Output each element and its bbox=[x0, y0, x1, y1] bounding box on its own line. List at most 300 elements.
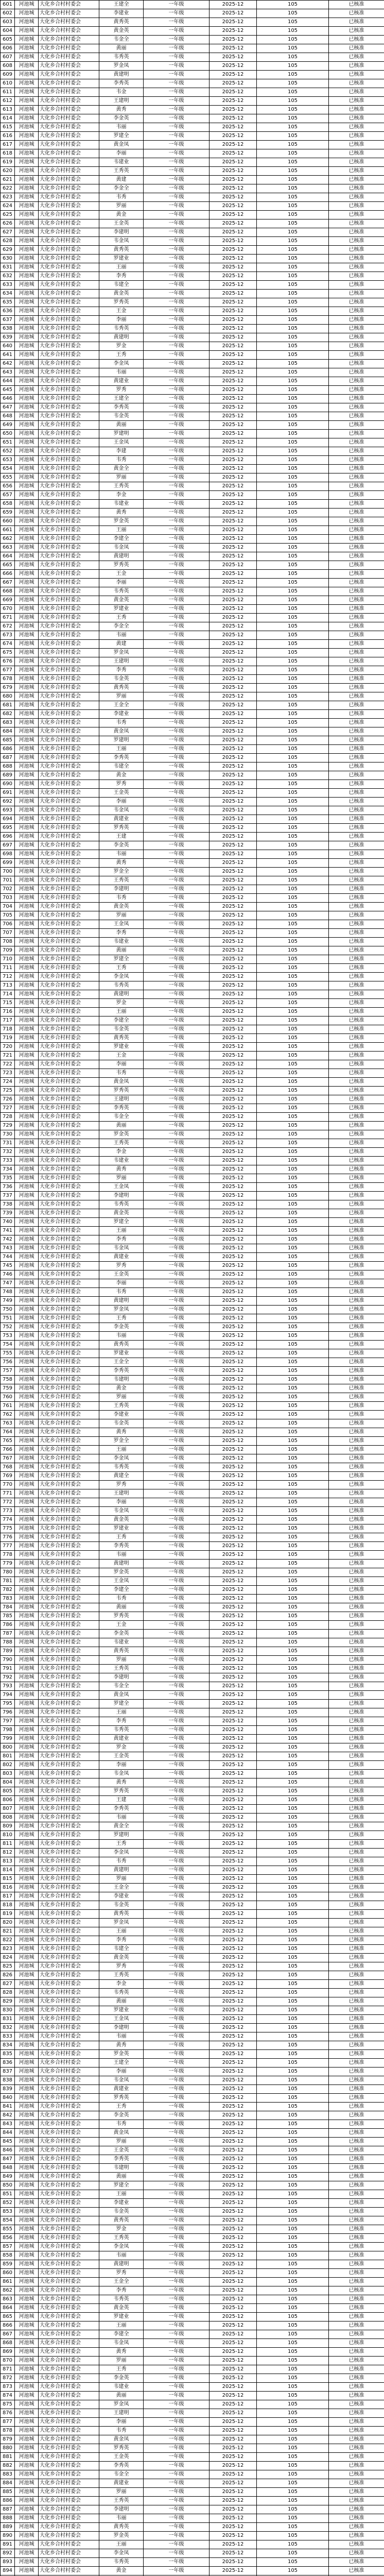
cell-row-number: 811 bbox=[1, 1840, 15, 1849]
cell-category: 一年级 bbox=[144, 1358, 210, 1367]
cell-village-committee: 大化乡合村村委会 bbox=[39, 1805, 99, 1814]
table-row bbox=[1, 701, 384, 710]
table-row bbox=[1, 447, 384, 456]
cell-status: 已核准 bbox=[329, 1428, 384, 1437]
cell-period: 2025-12 bbox=[210, 1665, 257, 1673]
cell-village-committee: 大化乡合村村委会 bbox=[39, 403, 99, 412]
cell-row-number: 679 bbox=[1, 684, 15, 692]
cell-period: 2025-12 bbox=[210, 9, 257, 18]
cell-row-number: 702 bbox=[1, 885, 15, 894]
cell-person-name: 罗金凤 bbox=[99, 1919, 144, 1927]
cell-village-committee: 大化乡合村村委会 bbox=[39, 27, 99, 36]
cell-village-committee: 大化乡合村村委会 bbox=[39, 106, 99, 114]
cell-amount: 105 bbox=[257, 325, 329, 333]
cell-period: 2025-12 bbox=[210, 1095, 257, 1104]
cell-village-committee: 大化乡合村村委会 bbox=[39, 946, 99, 955]
table-row bbox=[1, 1393, 384, 1402]
cell-period: 2025-12 bbox=[210, 903, 257, 911]
cell-row-number: 681 bbox=[1, 701, 15, 710]
cell-amount: 105 bbox=[257, 1472, 329, 1481]
cell-unit: 河池城 bbox=[15, 1270, 39, 1279]
cell-person-name: 黄金全 bbox=[99, 465, 144, 473]
cell-village-committee: 大化乡合村村委会 bbox=[39, 79, 99, 88]
cell-village-committee: 大化乡合村村委会 bbox=[39, 614, 99, 622]
cell-person-name: 韦建业 bbox=[99, 1157, 144, 1165]
cell-period: 2025-12 bbox=[210, 2330, 257, 2339]
cell-period: 2025-12 bbox=[210, 1481, 257, 1489]
cell-status: 已核准 bbox=[329, 44, 384, 53]
cell-village-committee: 大化乡合村村委会 bbox=[39, 1130, 99, 1139]
cell-village-committee: 大化乡合村村委会 bbox=[39, 2260, 99, 2269]
table-row bbox=[1, 1936, 384, 1945]
cell-category: 一年级 bbox=[144, 2094, 210, 2103]
cell-village-committee: 大化乡合村村委会 bbox=[39, 1078, 99, 1087]
cell-person-name: 黄秀英 bbox=[99, 1910, 144, 1919]
cell-village-committee: 大化乡合村村委会 bbox=[39, 1700, 99, 1708]
cell-category: 一年级 bbox=[144, 614, 210, 622]
cell-village-committee: 大化乡合村村委会 bbox=[39, 1122, 99, 1130]
cell-village-committee: 大化乡合村村委会 bbox=[39, 2243, 99, 2251]
cell-row-number: 749 bbox=[1, 1297, 15, 1306]
cell-status: 已核准 bbox=[329, 2208, 384, 2216]
cell-category: 一年级 bbox=[144, 1113, 210, 1122]
cell-category: 一年级 bbox=[144, 1542, 210, 1551]
cell-period: 2025-12 bbox=[210, 1323, 257, 1332]
cell-period: 2025-12 bbox=[210, 1489, 257, 1498]
cell-status: 已核准 bbox=[329, 211, 384, 219]
cell-category: 一年级 bbox=[144, 1726, 210, 1735]
cell-period: 2025-12 bbox=[210, 491, 257, 500]
cell-status: 已核准 bbox=[329, 2024, 384, 2032]
cell-village-committee: 大化乡合村村委会 bbox=[39, 1884, 99, 1892]
cell-village-committee: 大化乡合村村委会 bbox=[39, 1498, 99, 1507]
cell-category: 一年级 bbox=[144, 2146, 210, 2155]
cell-category: 一年级 bbox=[144, 1087, 210, 1095]
cell-category: 一年级 bbox=[144, 1621, 210, 1630]
cell-village-committee: 大化乡合村村委会 bbox=[39, 2357, 99, 2365]
cell-status: 已核准 bbox=[329, 841, 384, 850]
cell-row-number: 877 bbox=[1, 2418, 15, 2427]
cell-status: 已核准 bbox=[329, 1200, 384, 1209]
cell-village-committee: 大化乡合村村委会 bbox=[39, 2181, 99, 2190]
cell-person-name: 李金英 bbox=[99, 2374, 144, 2383]
cell-period: 2025-12 bbox=[210, 868, 257, 876]
table-row bbox=[1, 2505, 384, 2514]
cell-unit: 河池城 bbox=[15, 351, 39, 360]
cell-category: 一年级 bbox=[144, 2199, 210, 2208]
table-row bbox=[1, 2357, 384, 2365]
cell-person-name: 黄秀 bbox=[99, 106, 144, 114]
cell-person-name: 韦秀英 bbox=[99, 1200, 144, 1209]
cell-amount: 105 bbox=[257, 2024, 329, 2032]
cell-village-committee: 大化乡合村村委会 bbox=[39, 780, 99, 789]
cell-row-number: 838 bbox=[1, 2076, 15, 2085]
table-row bbox=[1, 2164, 384, 2173]
table-row bbox=[1, 1165, 384, 1174]
cell-period: 2025-12 bbox=[210, 132, 257, 141]
cell-amount: 105 bbox=[257, 1052, 329, 1060]
cell-unit: 河池城 bbox=[15, 325, 39, 333]
cell-person-name: 韦秀 bbox=[99, 1288, 144, 1297]
cell-person-name: 王秀 bbox=[99, 351, 144, 360]
cell-person-name: 王秀英 bbox=[99, 482, 144, 491]
cell-period: 2025-12 bbox=[210, 1113, 257, 1122]
cell-village-committee: 大化乡合村村委会 bbox=[39, 1200, 99, 1209]
cell-row-number: 791 bbox=[1, 1665, 15, 1673]
cell-village-committee: 大化乡合村村委会 bbox=[39, 1507, 99, 1516]
cell-village-committee: 大化乡合村村委会 bbox=[39, 2330, 99, 2339]
cell-amount: 105 bbox=[257, 2032, 329, 2041]
cell-row-number: 717 bbox=[1, 1016, 15, 1025]
cell-period: 2025-12 bbox=[210, 622, 257, 631]
cell-village-committee: 大化乡合村村委会 bbox=[39, 1577, 99, 1586]
cell-unit: 河池城 bbox=[15, 1419, 39, 1428]
cell-row-number: 837 bbox=[1, 2067, 15, 2076]
cell-village-committee: 大化乡合村村委会 bbox=[39, 1174, 99, 1183]
table-row bbox=[1, 1857, 384, 1866]
cell-row-number: 726 bbox=[1, 1095, 15, 1104]
cell-period: 2025-12 bbox=[210, 412, 257, 421]
cell-amount: 105 bbox=[257, 1638, 329, 1647]
cell-village-committee: 大化乡合村村委会 bbox=[39, 132, 99, 141]
cell-unit: 河池城 bbox=[15, 2383, 39, 2392]
cell-person-name: 王金英 bbox=[99, 219, 144, 228]
cell-village-committee: 大化乡合村村委会 bbox=[39, 2540, 99, 2549]
cell-status: 已核准 bbox=[329, 1341, 384, 1349]
cell-amount: 105 bbox=[257, 1910, 329, 1919]
cell-status: 已核准 bbox=[329, 71, 384, 79]
cell-period: 2025-12 bbox=[210, 1612, 257, 1621]
cell-village-committee: 大化乡合村村委会 bbox=[39, 272, 99, 281]
cell-unit: 河池城 bbox=[15, 692, 39, 701]
cell-person-name: 韦丽 bbox=[99, 2514, 144, 2523]
cell-row-number: 612 bbox=[1, 97, 15, 106]
table-row bbox=[1, 2532, 384, 2540]
cell-status: 已核准 bbox=[329, 1314, 384, 1323]
cell-row-number: 812 bbox=[1, 1849, 15, 1857]
cell-amount: 105 bbox=[257, 1770, 329, 1778]
cell-amount: 105 bbox=[257, 2313, 329, 2321]
cell-status: 已核准 bbox=[329, 2103, 384, 2111]
table-row bbox=[1, 745, 384, 754]
cell-status: 已核准 bbox=[329, 1367, 384, 1376]
cell-row-number: 786 bbox=[1, 1621, 15, 1630]
cell-row-number: 860 bbox=[1, 2269, 15, 2278]
table-row bbox=[1, 1122, 384, 1130]
cell-unit: 河池城 bbox=[15, 1314, 39, 1323]
cell-amount: 105 bbox=[257, 938, 329, 946]
cell-unit: 河池城 bbox=[15, 342, 39, 351]
cell-person-name: 李金 bbox=[99, 1980, 144, 1989]
cell-category: 一年级 bbox=[144, 18, 210, 27]
cell-row-number: 604 bbox=[1, 27, 15, 36]
cell-category: 一年级 bbox=[144, 1551, 210, 1560]
cell-person-name: 罗建业 bbox=[99, 2006, 144, 2015]
cell-unit: 河池城 bbox=[15, 395, 39, 403]
cell-status: 已核准 bbox=[329, 2321, 384, 2330]
cell-status: 已核准 bbox=[329, 1481, 384, 1489]
cell-category: 一年级 bbox=[144, 228, 210, 237]
cell-amount: 105 bbox=[257, 2173, 329, 2181]
cell-person-name: 韦金凤 bbox=[99, 544, 144, 552]
cell-village-committee: 大化乡合村村委会 bbox=[39, 1533, 99, 1542]
cell-status: 已核准 bbox=[329, 1778, 384, 1787]
cell-unit: 河池城 bbox=[15, 202, 39, 211]
cell-village-committee: 大化乡合村村委会 bbox=[39, 754, 99, 762]
cell-unit: 河池城 bbox=[15, 1857, 39, 1866]
cell-village-committee: 大化乡合村村委会 bbox=[39, 228, 99, 237]
cell-period: 2025-12 bbox=[210, 1840, 257, 1849]
table-row bbox=[1, 1384, 384, 1393]
cell-row-number: 835 bbox=[1, 2050, 15, 2059]
cell-status: 已核准 bbox=[329, 2155, 384, 2164]
cell-unit: 河池城 bbox=[15, 1919, 39, 1927]
cell-category: 一年级 bbox=[144, 1770, 210, 1778]
cell-status: 已核准 bbox=[329, 1183, 384, 1192]
cell-row-number: 740 bbox=[1, 1218, 15, 1227]
cell-category: 一年级 bbox=[144, 2076, 210, 2085]
cell-row-number: 621 bbox=[1, 176, 15, 184]
cell-category: 一年级 bbox=[144, 2540, 210, 2549]
cell-period: 2025-12 bbox=[210, 2024, 257, 2032]
cell-category: 一年级 bbox=[144, 2567, 210, 2575]
cell-category: 一年级 bbox=[144, 1165, 210, 1174]
cell-status: 已核准 bbox=[329, 1262, 384, 1270]
cell-village-committee: 大化乡合村村委会 bbox=[39, 2532, 99, 2540]
cell-person-name: 罗金凤 bbox=[99, 62, 144, 71]
cell-status: 已核准 bbox=[329, 1743, 384, 1752]
table-row bbox=[1, 1297, 384, 1306]
cell-village-committee: 大化乡合村村委会 bbox=[39, 465, 99, 473]
table-row bbox=[1, 535, 384, 544]
cell-row-number: 854 bbox=[1, 2216, 15, 2225]
cell-unit: 河池城 bbox=[15, 2365, 39, 2374]
cell-unit: 河池城 bbox=[15, 237, 39, 246]
cell-category: 一年级 bbox=[144, 1673, 210, 1682]
cell-category: 一年级 bbox=[144, 981, 210, 990]
cell-row-number: 629 bbox=[1, 246, 15, 255]
cell-period: 2025-12 bbox=[210, 1507, 257, 1516]
cell-amount: 105 bbox=[257, 2409, 329, 2418]
table-row bbox=[1, 1069, 384, 1078]
cell-row-number: 669 bbox=[1, 596, 15, 605]
cell-status: 已核准 bbox=[329, 1244, 384, 1253]
cell-unit: 河池城 bbox=[15, 491, 39, 500]
cell-period: 2025-12 bbox=[210, 762, 257, 771]
cell-person-name: 韦秀 bbox=[99, 193, 144, 202]
cell-person-name: 黄建业 bbox=[99, 815, 144, 824]
cell-amount: 105 bbox=[257, 2278, 329, 2286]
cell-person-name: 王丽 bbox=[99, 1708, 144, 1717]
cell-period: 2025-12 bbox=[210, 579, 257, 587]
cell-unit: 河池城 bbox=[15, 1087, 39, 1095]
cell-category: 一年级 bbox=[144, 1533, 210, 1542]
cell-amount: 105 bbox=[257, 53, 329, 62]
cell-category: 一年级 bbox=[144, 894, 210, 903]
cell-amount: 105 bbox=[257, 1043, 329, 1052]
cell-amount: 105 bbox=[257, 2330, 329, 2339]
cell-status: 已核准 bbox=[329, 360, 384, 368]
cell-category: 一年级 bbox=[144, 316, 210, 325]
cell-row-number: 655 bbox=[1, 473, 15, 482]
cell-unit: 河池城 bbox=[15, 1428, 39, 1437]
cell-village-committee: 大化乡合村村委会 bbox=[39, 745, 99, 754]
cell-village-committee: 大化乡合村村委会 bbox=[39, 1463, 99, 1472]
cell-person-name: 李金全 bbox=[99, 184, 144, 193]
cell-category: 一年级 bbox=[144, 841, 210, 850]
table-row bbox=[1, 1481, 384, 1489]
cell-unit: 河池城 bbox=[15, 570, 39, 579]
cell-category: 一年级 bbox=[144, 2435, 210, 2444]
table-row bbox=[1, 1778, 384, 1787]
cell-unit: 河池城 bbox=[15, 2094, 39, 2103]
cell-period: 2025-12 bbox=[210, 1078, 257, 1087]
cell-village-committee: 大化乡合村村委会 bbox=[39, 587, 99, 596]
table-row bbox=[1, 622, 384, 631]
cell-village-committee: 大化乡合村村委会 bbox=[39, 1148, 99, 1157]
cell-category: 一年级 bbox=[144, 1857, 210, 1866]
cell-unit: 河池城 bbox=[15, 1489, 39, 1498]
table-row bbox=[1, 2138, 384, 2146]
cell-status: 已核准 bbox=[329, 2357, 384, 2365]
cell-period: 2025-12 bbox=[210, 1945, 257, 1954]
cell-period: 2025-12 bbox=[210, 1157, 257, 1165]
cell-row-number: 653 bbox=[1, 456, 15, 465]
cell-period: 2025-12 bbox=[210, 1735, 257, 1743]
cell-row-number: 605 bbox=[1, 36, 15, 44]
cell-village-committee: 大化乡合村村委会 bbox=[39, 561, 99, 570]
cell-row-number: 794 bbox=[1, 1691, 15, 1700]
cell-unit: 河池城 bbox=[15, 544, 39, 552]
cell-unit: 河池城 bbox=[15, 806, 39, 815]
cell-status: 已核准 bbox=[329, 290, 384, 298]
cell-row-number: 767 bbox=[1, 1454, 15, 1463]
cell-village-committee: 大化乡合村村委会 bbox=[39, 176, 99, 184]
cell-amount: 105 bbox=[257, 762, 329, 771]
cell-category: 一年级 bbox=[144, 246, 210, 255]
cell-amount: 105 bbox=[257, 1183, 329, 1192]
cell-row-number: 712 bbox=[1, 973, 15, 981]
cell-village-committee: 大化乡合村村委会 bbox=[39, 894, 99, 903]
cell-row-number: 782 bbox=[1, 1586, 15, 1595]
cell-village-committee: 大化乡合村村委会 bbox=[39, 526, 99, 535]
cell-category: 一年级 bbox=[144, 1253, 210, 1262]
cell-person-name: 黄丽 bbox=[99, 1122, 144, 1130]
cell-row-number: 691 bbox=[1, 789, 15, 798]
cell-period: 2025-12 bbox=[210, 2076, 257, 2085]
cell-village-committee: 大化乡合村村委会 bbox=[39, 1770, 99, 1778]
cell-period: 2025-12 bbox=[210, 167, 257, 176]
cell-unit: 河池城 bbox=[15, 885, 39, 894]
cell-unit: 河池城 bbox=[15, 990, 39, 999]
cell-period: 2025-12 bbox=[210, 1778, 257, 1787]
cell-category: 一年级 bbox=[144, 1901, 210, 1910]
cell-person-name: 黄金凤 bbox=[99, 2435, 144, 2444]
cell-category: 一年级 bbox=[144, 1612, 210, 1621]
cell-village-committee: 大化乡合村村委会 bbox=[39, 386, 99, 395]
cell-person-name: 罗丽 bbox=[99, 1875, 144, 1884]
cell-village-committee: 大化乡合村村委会 bbox=[39, 184, 99, 193]
cell-amount: 105 bbox=[257, 1603, 329, 1612]
cell-category: 一年级 bbox=[144, 1945, 210, 1954]
cell-category: 一年级 bbox=[144, 1367, 210, 1376]
cell-row-number: 662 bbox=[1, 535, 15, 544]
cell-category: 一年级 bbox=[144, 2032, 210, 2041]
cell-amount: 105 bbox=[257, 386, 329, 395]
cell-unit: 河池城 bbox=[15, 1148, 39, 1157]
cell-amount: 105 bbox=[257, 876, 329, 885]
cell-amount: 105 bbox=[257, 1840, 329, 1849]
cell-amount: 105 bbox=[257, 2497, 329, 2505]
cell-village-committee: 大化乡合村村委会 bbox=[39, 1910, 99, 1919]
cell-amount: 105 bbox=[257, 1647, 329, 1656]
cell-person-name: 韦丽 bbox=[99, 123, 144, 132]
cell-person-name: 李秀 bbox=[99, 1235, 144, 1244]
cell-period: 2025-12 bbox=[210, 2059, 257, 2067]
cell-person-name: 罗丽 bbox=[99, 2357, 144, 2365]
table-row bbox=[1, 1866, 384, 1875]
cell-period: 2025-12 bbox=[210, 176, 257, 184]
cell-person-name: 黄丽 bbox=[99, 2173, 144, 2181]
cell-period: 2025-12 bbox=[210, 2444, 257, 2453]
table-row bbox=[1, 2418, 384, 2427]
cell-status: 已核准 bbox=[329, 2225, 384, 2234]
cell-category: 一年级 bbox=[144, 736, 210, 745]
cell-person-name: 黄金英 bbox=[99, 1516, 144, 1524]
cell-person-name: 黄秀 bbox=[99, 509, 144, 517]
cell-period: 2025-12 bbox=[210, 2164, 257, 2173]
table-row bbox=[1, 2365, 384, 2374]
table-row bbox=[1, 1428, 384, 1437]
cell-person-name: 王秀英 bbox=[99, 1139, 144, 1148]
cell-village-committee: 大化乡合村村委会 bbox=[39, 88, 99, 97]
cell-person-name: 李建明 bbox=[99, 2024, 144, 2032]
cell-amount: 105 bbox=[257, 2067, 329, 2076]
cell-village-committee: 大化乡合村村委会 bbox=[39, 1297, 99, 1306]
cell-village-committee: 大化乡合村村委会 bbox=[39, 167, 99, 176]
cell-person-name: 韦金英 bbox=[99, 1901, 144, 1910]
cell-person-name: 王秀 bbox=[99, 1533, 144, 1542]
cell-period: 2025-12 bbox=[210, 850, 257, 859]
cell-person-name: 罗建全 bbox=[99, 1218, 144, 1227]
cell-amount: 105 bbox=[257, 1463, 329, 1472]
cell-row-number: 720 bbox=[1, 1043, 15, 1052]
cell-village-committee: 大化乡合村村委会 bbox=[39, 1831, 99, 1840]
cell-village-committee: 大化乡合村村委会 bbox=[39, 1262, 99, 1270]
cell-person-name: 韦建明 bbox=[99, 2164, 144, 2173]
cell-status: 已核准 bbox=[329, 824, 384, 833]
cell-unit: 河池城 bbox=[15, 2304, 39, 2313]
cell-status: 已核准 bbox=[329, 675, 384, 684]
cell-row-number: 733 bbox=[1, 1157, 15, 1165]
cell-unit: 河池城 bbox=[15, 701, 39, 710]
cell-village-committee: 大化乡合村村委会 bbox=[39, 1682, 99, 1691]
cell-period: 2025-12 bbox=[210, 1314, 257, 1323]
table-row bbox=[1, 290, 384, 298]
cell-village-committee: 大化乡合村村委会 bbox=[39, 44, 99, 53]
cell-row-number: 718 bbox=[1, 1025, 15, 1034]
cell-category: 一年级 bbox=[144, 193, 210, 202]
cell-row-number: 601 bbox=[1, 1, 15, 9]
cell-amount: 105 bbox=[257, 894, 329, 903]
cell-unit: 河池城 bbox=[15, 762, 39, 771]
cell-village-committee: 大化乡合村村委会 bbox=[39, 2032, 99, 2041]
table-row bbox=[1, 2523, 384, 2532]
cell-person-name: 李秀英 bbox=[99, 79, 144, 88]
cell-status: 已核准 bbox=[329, 2260, 384, 2269]
cell-person-name: 王丽 bbox=[99, 526, 144, 535]
cell-village-committee: 大化乡合村村委会 bbox=[39, 1787, 99, 1796]
